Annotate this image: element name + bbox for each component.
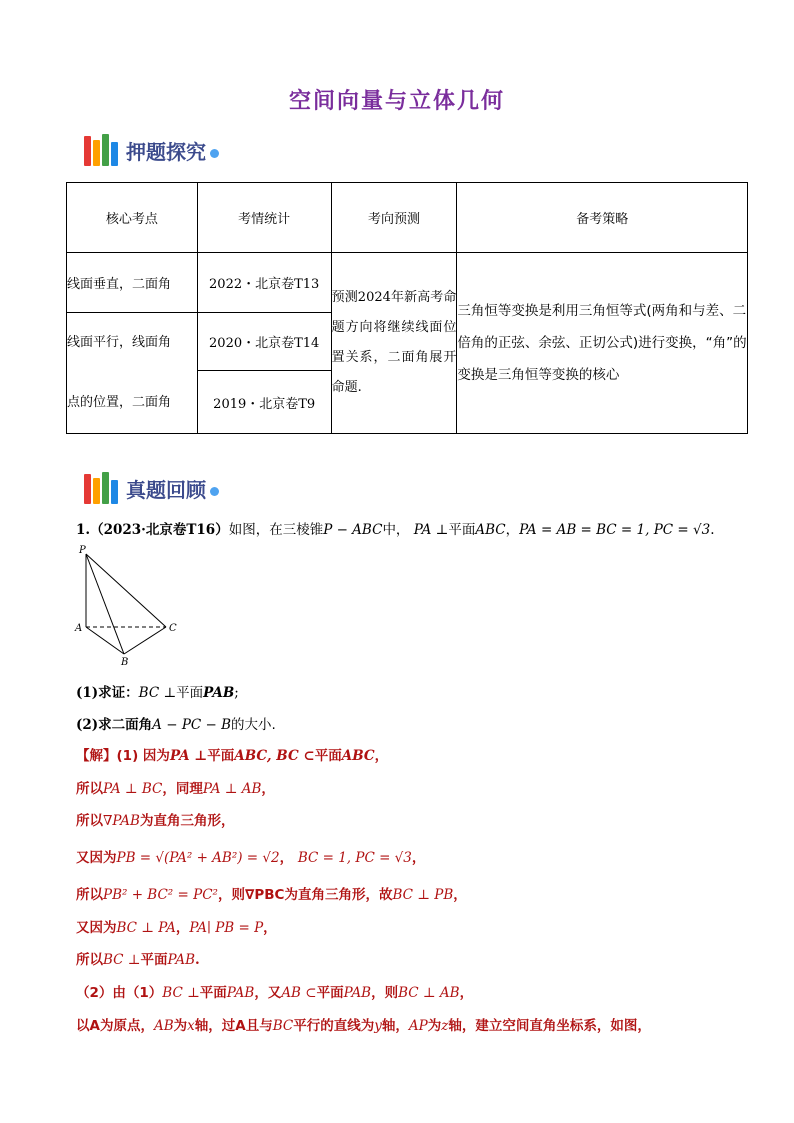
edge-PC	[86, 554, 166, 627]
text: 所以	[76, 781, 103, 797]
core-point-merged	[67, 313, 198, 434]
stat-cell: 2020・北京卷T14	[197, 313, 331, 371]
text: 又因为	[76, 920, 117, 936]
stat-cell: 2022・北京卷T13	[197, 253, 331, 313]
text: ，	[175, 920, 190, 936]
math: BC ⊥	[162, 985, 200, 1001]
math: BC ⊥ PA	[116, 920, 176, 936]
edge-BC	[124, 627, 166, 654]
question-1	[76, 681, 239, 701]
core-point: 线面平行，线面角	[67, 335, 172, 350]
math: PAB	[343, 985, 372, 1001]
math: z	[441, 1018, 449, 1034]
math: PAB	[203, 685, 235, 701]
question-2	[76, 713, 276, 733]
core-point: 线面垂直，二面角	[67, 253, 198, 313]
solution-line-7	[76, 948, 200, 968]
problem-statement	[76, 518, 715, 538]
text: ，	[453, 887, 467, 903]
text: ，	[263, 920, 277, 936]
solution-line-4	[76, 846, 425, 866]
math: PA = AB = BC = 1, PC = √3	[519, 522, 711, 538]
math: BC	[272, 1018, 294, 1034]
text: 所以	[76, 887, 103, 903]
label-P: P	[79, 545, 86, 556]
math: y	[374, 1018, 382, 1034]
solution-tag: 【解】	[76, 748, 117, 764]
header-strategy: 备考策略	[457, 183, 748, 253]
section-label: 真题回顾	[126, 478, 206, 502]
text: 为	[173, 1018, 188, 1034]
math: PA ⊥ AB	[202, 781, 262, 797]
text: （2）由（1）	[76, 985, 163, 1001]
table-row	[67, 253, 748, 313]
forecast-table	[66, 182, 748, 434]
problem-source: （2023·北京卷T16）	[90, 522, 229, 538]
pyramid-figure	[70, 544, 190, 670]
math: BC ⊥ AB	[398, 985, 460, 1001]
math: ABC	[341, 748, 375, 764]
page-title: 空间向量与立体几何	[288, 89, 505, 114]
math: AP	[408, 1018, 428, 1034]
solution-line-5	[76, 883, 467, 903]
text: (2)求二面角	[76, 717, 153, 733]
text: ，又	[254, 985, 282, 1001]
text: 轴，过A且与	[194, 1018, 273, 1034]
books-icon	[84, 470, 120, 504]
edge-AB	[86, 627, 124, 654]
math: PA ⊥	[413, 522, 449, 538]
text: .	[710, 522, 715, 538]
text: ，同理	[162, 781, 203, 797]
solution-line-9	[76, 1014, 651, 1034]
text: 为直角三角形，	[139, 813, 235, 829]
math: A − PC − B	[152, 717, 232, 733]
math: ABC	[475, 522, 506, 538]
dot-icon	[210, 149, 219, 158]
text: ，	[411, 850, 426, 866]
edge-PB	[86, 554, 124, 654]
text: 平行的直线为	[293, 1018, 375, 1034]
math: PA ⊥ BC	[103, 781, 163, 797]
text: ，则	[371, 985, 399, 1001]
text: 轴，	[381, 1018, 409, 1034]
stat-cell: 2019・北京卷T9	[197, 371, 331, 434]
math: ABC, BC ⊂	[234, 748, 315, 764]
text: 平面	[207, 748, 235, 764]
math: PB² + BC² = PC²	[103, 887, 218, 903]
label-B: B	[121, 657, 129, 668]
text: 的大小.	[231, 717, 276, 733]
text: 平面	[314, 748, 342, 764]
section-header-review	[84, 468, 219, 504]
text: ，则∇PBC为直角三角形，故	[217, 887, 393, 903]
text: 以A为原点，	[76, 1018, 154, 1034]
math: BC = 1, PC = √3	[297, 850, 412, 866]
math: PAB	[167, 952, 196, 968]
header-forecast: 考向预测	[331, 183, 457, 253]
math: PB = √(PA² + AB²) = √2	[116, 850, 280, 866]
text: 所以	[76, 952, 103, 968]
header-stats: 考情统计	[197, 183, 331, 253]
core-point: 点的位置，二面角	[67, 395, 172, 410]
solution-line-2	[76, 777, 275, 797]
text: 又因为	[76, 850, 117, 866]
text: 平面	[176, 685, 204, 701]
math: x	[187, 1018, 195, 1034]
header-core: 核心考点	[67, 183, 198, 253]
math: PA∣ PB = P	[189, 920, 264, 936]
forecast-cell: 预测2024年新高考命题方向将继续线面位置关系，二面角展开命题.	[331, 253, 457, 434]
text: 平面	[140, 952, 168, 968]
text: (1) 因为	[116, 748, 170, 764]
text: 平面	[199, 985, 227, 1001]
text: ，	[261, 781, 275, 797]
text: ，	[459, 985, 474, 1001]
solution-line-3	[76, 809, 234, 829]
text: ;	[234, 685, 239, 701]
math: BC ⊥	[103, 952, 141, 968]
section-label: 押题探究	[126, 140, 206, 164]
math: BC ⊥ PB	[392, 887, 454, 903]
text: 为	[427, 1018, 442, 1034]
label-C: C	[169, 623, 177, 634]
strategy-cell: 三角恒等变换是利用三角恒等式(两角和与差、二倍角的正弦、余弦、正切公式)进行变换，“角”的变换是三角恒等变换的核心	[457, 253, 748, 434]
dot-icon	[210, 487, 219, 496]
text: 所以	[76, 813, 103, 829]
text: 平面	[448, 522, 476, 538]
text: ，	[279, 850, 294, 866]
math: AB ⊂	[281, 985, 317, 1001]
solution-line-6	[76, 916, 277, 936]
label-A: A	[75, 623, 83, 634]
text: (1)求证：	[76, 685, 139, 701]
section-header-forecast	[84, 130, 219, 166]
text: 如图，在三棱锥	[228, 522, 324, 538]
math: ∇PAB	[103, 813, 140, 829]
math: P − ABC	[323, 522, 383, 538]
books-icon	[84, 132, 120, 166]
text: ，	[505, 522, 520, 538]
text: 平面	[316, 985, 344, 1001]
text: ，	[374, 748, 389, 764]
solution-line-8	[76, 981, 473, 1001]
problem-number: 1.	[76, 522, 91, 538]
math: BC ⊥	[138, 685, 177, 701]
math: PA ⊥	[169, 748, 208, 764]
text: 轴，建立空间直角坐标系，如图，	[448, 1018, 651, 1034]
text: 中，	[382, 522, 410, 538]
math: PAB	[226, 985, 255, 1001]
text: .	[195, 952, 200, 968]
solution-line-1	[76, 744, 388, 764]
table-header-row	[67, 183, 748, 253]
math: AB	[153, 1018, 174, 1034]
